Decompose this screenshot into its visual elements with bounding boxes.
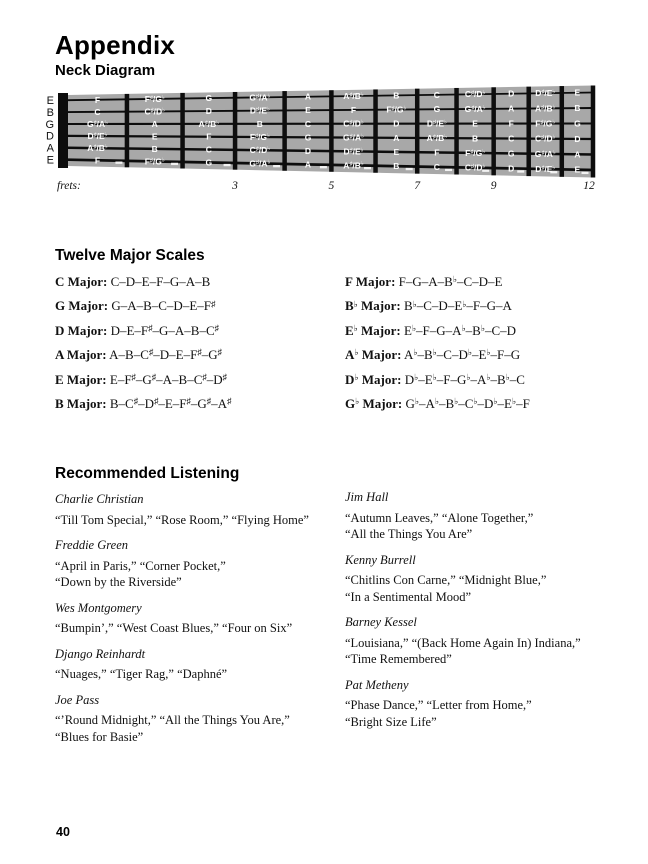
fret-note: F	[94, 94, 101, 105]
fret-note: D♯/E♭	[87, 131, 108, 142]
fret-note: F	[508, 118, 514, 129]
scale-name: C Major:	[55, 274, 108, 289]
fret-note: A♯/B♭	[198, 118, 220, 129]
fret-note: D♯/E♭	[535, 164, 556, 175]
fret-note: A	[574, 149, 581, 160]
artist-name: Joe Pass	[55, 692, 100, 707]
song-titles-line: “April in Paris,” “Corner Pocket,”	[55, 558, 226, 573]
listening-entry	[55, 692, 347, 746]
scale-notes: A♭–B♭–C–D♭–E♭–F–G	[404, 347, 521, 363]
artist-name: Wes Montgomery	[55, 600, 142, 615]
song-titles-line: “Till Tom Special,” “Rose Room,” “Flying Home”	[55, 512, 309, 527]
fret-note: F♯/G♭	[144, 156, 165, 167]
fret-wire	[125, 94, 130, 167]
scale-row	[345, 368, 530, 392]
fret-note: G♯/A♭	[342, 132, 364, 143]
fret-note: A	[393, 132, 400, 143]
scale-row	[55, 270, 231, 294]
open-string-label: A	[46, 142, 54, 155]
fret-note: G	[507, 148, 515, 159]
nut	[58, 93, 68, 168]
fret-note: G	[205, 157, 213, 168]
scale-name: G♭ Major:	[345, 396, 403, 412]
fret-note: C♯/D♭	[144, 106, 165, 117]
scale-row	[345, 343, 530, 367]
fret-marker-dash	[406, 168, 413, 170]
scale-notes: B♭–C–D–E♭–F–G–A	[403, 298, 512, 314]
fret-note: B	[472, 133, 479, 144]
fret-note: G♯/A♭	[249, 158, 271, 169]
open-string-label: G	[45, 118, 54, 131]
scale-notes: D♭–E♭–F–G♭–A♭–B♭–C	[404, 371, 525, 387]
song-titles-line: “Louisiana,” “(Back Home Again In) Indiana,”	[345, 635, 581, 650]
fret-note: E	[305, 105, 311, 116]
scale-name: A Major:	[55, 347, 107, 363]
fret-marker-dash	[273, 165, 280, 167]
fret-note: G	[205, 93, 213, 104]
listening-entry	[345, 552, 637, 606]
scale-name: E Major:	[55, 371, 107, 387]
fret-wire	[233, 92, 238, 170]
fret-note: A	[508, 103, 515, 114]
scale-notes: G–A–B–C–D–E–F♯	[111, 298, 216, 314]
artist-name: Charlie Christian	[55, 492, 144, 506]
scale-row	[55, 368, 231, 392]
fret-number: 9	[490, 180, 497, 192]
fret-note: F	[94, 155, 101, 166]
fret-note: E	[574, 164, 581, 175]
fret-note: G♯/A♭	[86, 118, 108, 129]
fret-note: C♯/D♭	[249, 145, 271, 156]
fret-note: F♯/G♭	[386, 104, 407, 115]
scale-notes: G♭–A♭–B♭–C♭–D♭–E♭–F	[405, 396, 530, 412]
fret-marker-dash	[115, 162, 122, 164]
neck-diagram	[0, 0, 648, 215]
fret-note: G♯/A♭	[534, 148, 556, 159]
fret-note: F♯/G♭	[249, 132, 270, 143]
song-titles-line: “Bumpin’,” “West Coast Blues,” “Four on Six”	[55, 621, 293, 635]
fret-note: C	[304, 118, 312, 129]
fret-marker-dash	[582, 172, 589, 174]
artist-name: Barney Kessel	[345, 615, 417, 629]
fret-note: A♯/B♭	[343, 91, 364, 102]
scale-name: B Major:	[55, 396, 107, 412]
song-titles-line: “’Round Midnight,” “All the Things You Are,”	[55, 713, 290, 727]
artist-name: Kenny Burrell	[345, 552, 416, 567]
fret-note: A♯/B♭	[534, 103, 556, 114]
fret-note: E	[574, 87, 581, 98]
scale-row	[55, 319, 231, 343]
open-string-label: D	[46, 130, 54, 143]
fret-note: B	[393, 161, 400, 172]
listening-left-column	[55, 491, 347, 754]
scales-heading: Twelve Major Scales	[55, 247, 205, 264]
page-title: Appendix	[55, 30, 176, 60]
scale-notes: C–D–E–F–G–A–B	[110, 274, 211, 289]
scale-name: G Major:	[55, 298, 109, 314]
scale-name: B♭ Major:	[345, 298, 401, 314]
fret-note: D♯/E♭	[535, 88, 556, 99]
listening-entry	[345, 614, 637, 668]
fret-note: D	[393, 118, 400, 129]
fret-marker-dash	[517, 170, 524, 172]
fret-note: B	[151, 143, 158, 154]
open-string-label: B	[46, 106, 54, 119]
song-titles-line: “Nuages,” “Tiger Rag,” “Daphné”	[55, 667, 228, 681]
song-titles-line: “Blues for Basie”	[55, 729, 144, 744]
fret-note: A♯/B♭	[87, 143, 108, 154]
fret-note: D♯/E♭	[426, 118, 447, 129]
listening-entry	[55, 600, 347, 637]
fret-note: G♯/A♭	[249, 92, 271, 103]
scale-row	[55, 392, 231, 416]
fret-note: A	[304, 91, 312, 102]
fret-wire	[329, 90, 334, 172]
fret-note: A	[304, 159, 312, 170]
fret-number: 12	[583, 180, 595, 192]
song-titles-line: “Chitlins Con Carne,” “Midnight Blue,”	[345, 573, 547, 587]
scale-row	[55, 343, 231, 367]
scale-notes: E♭–F–G–A♭–B♭–C–D	[403, 322, 517, 338]
song-titles-line: “Autumn Leaves,” “Alone Together,”	[345, 510, 534, 525]
scale-row	[345, 270, 530, 294]
scales-left-column	[55, 270, 231, 416]
scale-notes: D–E–F♯–G–A–B–C♯	[110, 322, 219, 338]
listening-entry	[55, 491, 347, 528]
scale-notes: A–B–C♯–D–E–F♯–G♯	[109, 347, 222, 363]
song-titles-line: “In a Sentimental Mood”	[345, 589, 472, 604]
fret-note: C	[508, 133, 515, 144]
fret-marker-dash	[364, 167, 371, 169]
fret-note: D	[508, 88, 515, 99]
fret-note: F	[434, 147, 440, 158]
page-number: 40	[56, 825, 70, 839]
neck-diagram-heading: Neck Diagram	[55, 62, 156, 79]
scale-name: A♭ Major:	[345, 347, 402, 363]
fret-note: G	[304, 132, 312, 143]
scale-notes: F–G–A–B♭–C–D–E	[398, 274, 503, 289]
fret-note: C♯/D♭	[464, 89, 486, 100]
fret-wire	[415, 89, 420, 174]
listening-entry	[55, 537, 347, 591]
fret-marker-dash	[445, 169, 452, 171]
fret-note: A	[151, 118, 158, 129]
listening-entry	[345, 677, 637, 731]
fret-marker-dash	[224, 164, 231, 166]
frets-label: frets:	[57, 180, 81, 192]
fret-note: F	[350, 104, 357, 115]
artist-name: Jim Hall	[345, 490, 389, 504]
fret-note: C♯/D♭	[464, 162, 486, 173]
fret-note: G♯/A♭	[464, 103, 486, 114]
fret-note: B	[393, 90, 400, 101]
scale-notes: B–C♯–D♯–E–F♯–G♯–A♯	[109, 396, 232, 412]
fret-number: 3	[232, 180, 238, 192]
listening-right-column	[345, 489, 637, 739]
artist-name: Pat Metheny	[345, 677, 409, 692]
fret-wire	[180, 93, 185, 169]
scale-name: D Major:	[55, 322, 108, 338]
fret-note: D	[304, 145, 312, 156]
song-titles-line: “Phase Dance,” “Letter from Home,”	[345, 698, 532, 712]
open-string-label: E	[46, 95, 54, 107]
listening-entry	[345, 489, 637, 543]
fret-note: D♯/E♭	[343, 146, 364, 157]
fret-note: E	[472, 118, 478, 129]
scale-row	[345, 392, 530, 416]
artist-name: Freddie Green	[55, 538, 129, 552]
fret-wire	[526, 87, 531, 176]
scale-row	[345, 294, 530, 318]
scale-name: D♭ Major:	[345, 371, 402, 387]
fret-note: C	[433, 161, 440, 172]
fret-note: A♯/B♭	[343, 160, 364, 171]
song-titles-line: “Bright Size Life”	[345, 714, 437, 729]
listening-entry	[55, 646, 347, 683]
fret-note: E	[393, 146, 400, 157]
fret-note: F♯/G♭	[465, 147, 486, 158]
listening-heading: Recommended Listening	[55, 465, 240, 482]
fret-note: G	[574, 118, 581, 129]
scale-row	[345, 319, 530, 343]
song-titles-line: “All the Things You Are”	[345, 527, 473, 541]
fret-note: D	[508, 163, 515, 174]
fret-wire	[454, 88, 459, 175]
fret-note: B	[256, 118, 263, 129]
song-titles-line: “Time Remembered”	[345, 652, 452, 666]
fret-wire	[591, 86, 596, 178]
fret-note: C	[94, 106, 101, 117]
fret-note: C	[205, 144, 212, 155]
fret-note: C	[433, 89, 440, 100]
fret-note: D	[574, 133, 581, 144]
fret-note: A♯/B♭	[426, 133, 448, 144]
artist-name: Django Reinhardt	[55, 646, 146, 661]
fret-wire	[373, 89, 378, 172]
fret-number: 5	[328, 180, 335, 192]
open-string-label: E	[46, 154, 54, 167]
fret-note: G	[433, 104, 441, 115]
scale-notes: E–F♯–G♯–A–B–C♯–D♯	[109, 371, 227, 387]
fret-wire	[560, 86, 565, 177]
scale-name: E♭ Major:	[345, 322, 401, 338]
scale-name: F Major:	[345, 274, 396, 289]
fret-note: C♯/D♭	[343, 118, 364, 129]
fret-note: F	[206, 131, 212, 142]
fret-note: D	[205, 106, 212, 117]
scales-right-column	[345, 270, 530, 416]
fret-note: B	[574, 103, 581, 114]
fret-note: C♯/D♭	[534, 133, 556, 144]
scale-row	[55, 294, 231, 318]
fret-wire	[491, 87, 496, 175]
fret-wire	[282, 91, 287, 171]
fret-marker-dash	[320, 166, 327, 168]
fret-note: F♯/G♭	[144, 93, 165, 104]
fret-number: 7	[414, 180, 421, 192]
song-titles-line: “Down by the Riverside”	[55, 575, 182, 589]
fret-note: F♯/G♭	[535, 118, 556, 129]
fret-note: E	[151, 131, 158, 142]
fret-note: D♯/E♭	[249, 105, 270, 116]
fret-marker-dash	[171, 163, 178, 165]
